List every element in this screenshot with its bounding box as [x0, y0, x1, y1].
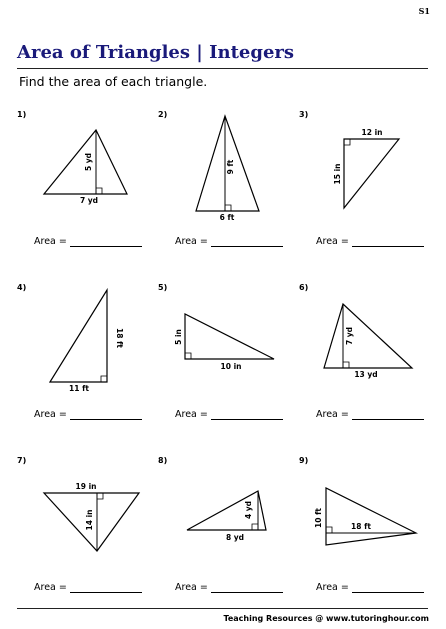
- area-label: Area =: [34, 582, 67, 593]
- base-label: 10 in: [220, 362, 242, 371]
- problem-9: [299, 456, 439, 601]
- footer-credit: Teaching Resources @ www.tutoringhour.com: [223, 614, 429, 623]
- base-label: 13 yd: [354, 370, 378, 379]
- base-label: 6 ft: [219, 213, 235, 222]
- answer-line[interactable]: [70, 592, 142, 593]
- base-label: 11 ft: [69, 384, 89, 393]
- answer-line[interactable]: [352, 592, 424, 593]
- triangle-figure: [17, 110, 157, 230]
- problem-5: [158, 283, 298, 428]
- problem-number: 4): [17, 283, 27, 292]
- page-title: Area of Triangles | Integers: [17, 42, 295, 63]
- problem-number: 3): [299, 110, 309, 119]
- sheet-code: S1: [418, 6, 430, 16]
- area-label: Area =: [316, 409, 349, 420]
- height-label: 15 in: [333, 163, 342, 185]
- problem-2: [158, 110, 298, 255]
- area-label: Area =: [175, 582, 208, 593]
- answer-line[interactable]: [211, 419, 283, 420]
- triangle-figure: [299, 110, 439, 230]
- area-label: Area =: [34, 409, 67, 420]
- answer-line[interactable]: [70, 419, 142, 420]
- base-label: 12 in: [361, 128, 383, 137]
- triangle-figure: [158, 283, 298, 403]
- footer-divider: [17, 608, 428, 609]
- instructions: Find the area of each triangle.: [19, 74, 208, 89]
- base-label: 7 yd: [79, 196, 99, 205]
- problem-3: [299, 110, 439, 255]
- answer-line[interactable]: [211, 592, 283, 593]
- area-label: Area =: [316, 582, 349, 593]
- height-label: 18 ft: [115, 328, 124, 348]
- problem-7: [17, 456, 157, 601]
- answer-line[interactable]: [352, 419, 424, 420]
- base-label: 8 yd: [225, 533, 245, 542]
- height-label: 5 in: [174, 329, 183, 345]
- triangle-figure: [158, 110, 298, 230]
- problem-number: 5): [158, 283, 168, 292]
- problem-6: [299, 283, 439, 428]
- area-label: Area =: [175, 409, 208, 420]
- area-label: Area =: [34, 236, 67, 247]
- answer-line[interactable]: [211, 246, 283, 247]
- height-label: 5 yd: [84, 152, 93, 172]
- answer-line[interactable]: [352, 246, 424, 247]
- triangle-figure: [158, 456, 298, 576]
- triangle-figure: [299, 456, 439, 576]
- problem-1: [17, 110, 157, 255]
- base-label: 19 in: [75, 482, 97, 491]
- height-label: 10 ft: [314, 508, 323, 528]
- triangle-figure: [17, 456, 157, 576]
- title-divider: [17, 68, 428, 69]
- problem-number: 8): [158, 456, 168, 465]
- problem-number: 9): [299, 456, 309, 465]
- area-label: Area =: [316, 236, 349, 247]
- problem-8: [158, 456, 298, 601]
- height-label: 4 yd: [244, 500, 253, 520]
- problem-number: 1): [17, 110, 27, 119]
- base-label: 18 ft: [351, 522, 371, 531]
- problem-number: 6): [299, 283, 309, 292]
- height-label: 9 ft: [226, 159, 235, 175]
- problem-number: 7): [17, 456, 27, 465]
- height-label: 7 yd: [345, 326, 354, 346]
- area-label: Area =: [175, 236, 208, 247]
- height-label: 14 in: [85, 509, 94, 531]
- problem-number: 2): [158, 110, 168, 119]
- triangle-figure: [299, 283, 439, 403]
- problem-4: [17, 283, 157, 428]
- answer-line[interactable]: [70, 246, 142, 247]
- triangle-figure: [17, 283, 157, 403]
